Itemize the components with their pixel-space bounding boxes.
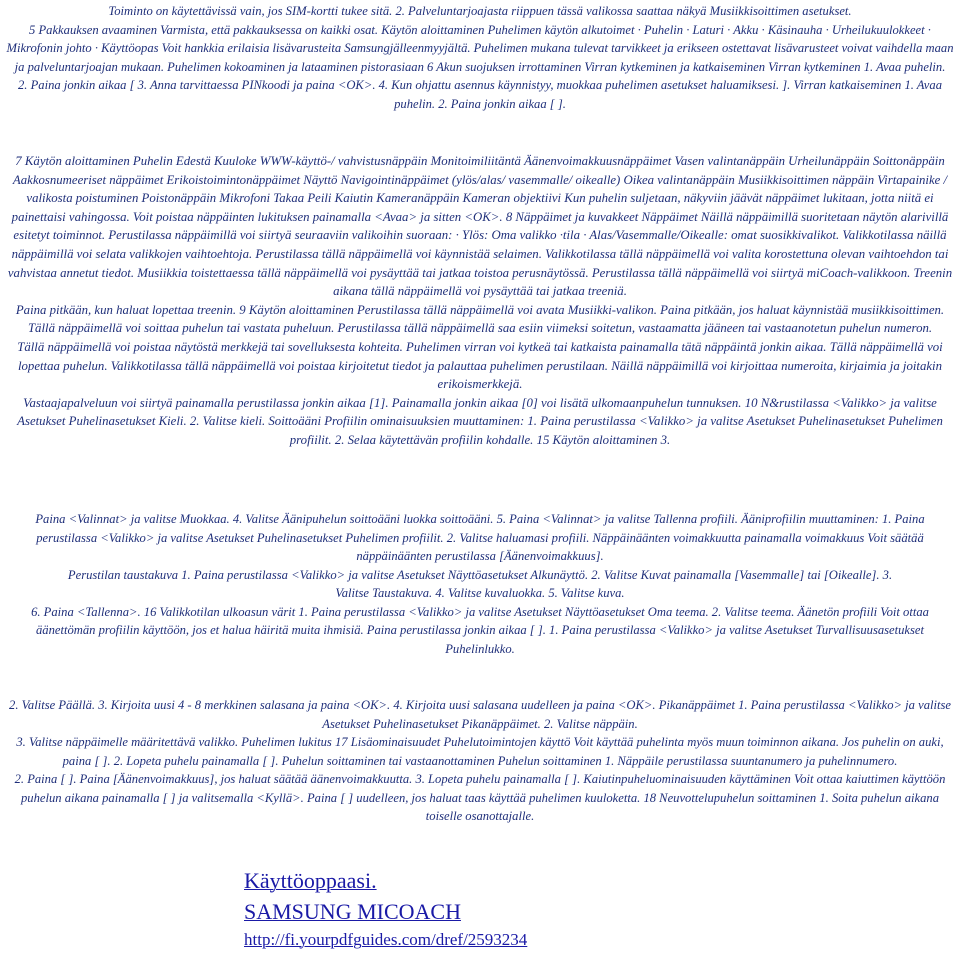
paragraph: 3. Valitse näppäimelle määritettävä valikko. Puhelimen lukitus 17 Lisäominaisuudet Puhelutoimintojen käyttö Voit käyttää puhelinta myös muun toiminnon aikana. Jos puhelin on auki, paina [ ]. 2. Lopeta puhelu painamalla [ ]. Puhelun soittaminen tai vastaanottaminen Puhelun soittaminen 1. Näppäile perustilassa suuntanumero ja puhelinnumero. [16, 735, 944, 768]
section-keys [4, 152, 956, 450]
paragraph: Paina <Valinnat> ja valitse Muokkaa. 4. Valitse Äänipuhelun soittoääni luokka soittoääni. 5. Paina <Valinnat> ja valitse Tallenna profiili. Ääniprofiilin muuttaminen: 1. Paina perustilassa <Valikko> ja valitse Asetukset Puhelinasetukset Puhelimen profiilit. 2. Valitse haluamasi profiili. Näppäinäänten voimakkuutta painamalla voimakkuus Voit säätää näppäinäänten perustilassa [Äänenvoimakkuus]. [35, 512, 925, 563]
paragraph: 2. Paina [ ]. Paina [Äänenvoimakkuus], jos haluat säätää äänenvoimakkuutta. 3. Lopeta puhelu painamalla [ ]. Kaiutinpuheluominaisuuden käyttäminen Voit ottaa kaiuttimen käyttöön puhelun aikana painamalla [ ] ja valitsemalla <Kyllä>. Paina [ ] uudelleen, jos haluat taas käyttää puhelimen kuuloketta. 18 Neuvottelupuhelun soittaminen 1. Soita puhelun aikana toiselle osanottajalle. [14, 772, 946, 823]
url-link[interactable]: http://fi.yourpdfguides.com/dref/2593234 [244, 930, 528, 949]
paragraph: 7 Käytön aloittaminen Puhelin Edestä Kuuloke WWW-käyttö-/ vahvistusnäppäin Monitoimiliitäntä Äänenvoimakkuusnäppäimet Vasen valintanäppäin Urheilunäppäin Soittonäppäin Aakkosnumeeriset näppäimet Erikoistoimintonäppäimet Näyttö Navigointinäppäimet (ylös/alas/ vasemmalle/ oikealle) Oikea valintanäppäin Musiikkisoittimen näppäin Virtapainike / valikosta poistuminen Poistonäppäin Mikrofoni Takaa Peili Kaiutin Kameranäppäin Kameran objektiivi Kun puhelin suljetaan, näkyviin jäävät näppäimet lukitaan, jotta niitä ei painettaisi vahingossa. Voit poistaa näppäinten lukituksen painamalla <Avaa> ja sitten <OK>. 8 Näppäimet ja kuvakkeet Näppäimet Näillä näppäimillä suoritetaan näytön alarivillä esitetyt toiminnot. Perustilassa näppäimillä voi siirtyä seuraaviin valikoihin suoraan: · Ylös: Oma valikko ·tila · Alas/Vasemmalle/Oikealle: omat suosikkivalikot. Valikkotilassa näillä näppäimillä voi selata valikkojen vaihtoehtoja. Perustilassa tällä näppäimellä voi käynnistää selaimen. Valikkotilassa tällä näppäimellä voi valita korostettuna olevan vaihtoehdon tai vahvistaa annetut tiedot. Musiikkia toistettaessa tällä näppäimellä voi pysäyttää tai jatkaa toistoa perusnäytössä. Perustilassa tällä näppäimellä voi siirtyä miCoach-valikkoon. Treenin aikana tällä näppäimellä voi pysäyttää tai jatkaa treeniä. [7, 154, 953, 299]
paragraph: 2. Paina jonkin aikaa [ 3. Anna tarvittaessa PINkoodi ja paina <OK>. 4. Kun ohjattu asennus käynnistyy, muokkaa puhelimen asetukset haluamiksesi. ]. Virran katkaiseminen 1. Avaa puhelin. 2. Paina jonkin aikaa [ ]. [18, 78, 942, 111]
manual-link[interactable]: Käyttöoppaasi. [244, 868, 377, 893]
section-intro [4, 2, 956, 113]
paragraph: Tällä näppäimellä voi poistaa näytöstä merkkejä tai sovelluksesta kohteita. Puhelimen virran voi kytkeä tai katkaista painamalla tätä näppäintä jonkin aikaa. Tällä näppäimellä voi lopettaa puhelun. Valikkotilassa tällä näppäimellä voi poistaa kirjoitetut tiedot ja palauttaa puhelimen perustilaan. Näillä näppäimillä voi kirjoittaa numeroita, kirjaimia ja joitakin erikoismerkkejä. [17, 339, 943, 392]
paragraph: Vastaajapalveluun voi siirtyä painamalla perustilassa jonkin aikaa [1]. Painamalla jonkin aikaa [0] voi lisätä ulkomaanpuhelun tunnuksen. 10 N&rustilassa <Valikko> ja valitse Asetukset Puhelinasetukset Kieli. 2. Valitse kieli. Soittoääni Profiilin ominaisuuksien muuttaminen: 1. Paina perustilassa <Valikko> ja valitse Asetukset Puhelinasetukset Puhelimen profiilit. 2. Selaa käytettävän profiilin kohdalle. 15 Käytön aloittaminen 3. [17, 395, 943, 447]
paragraph: Perustilan taustakuva 1. Paina perustilassa <Valikko> ja valitse Asetukset Näyttöasetukset Alkunäyttö. 2. Valitse Kuvat painamalla [Vasemmalle] tai [Oikealle]. 3. [67, 567, 893, 582]
paragraph: 2. Valitse Päällä. 3. Kirjoita uusi 4 - 8 merkkinen salasana ja paina <OK>. 4. Kirjoita uusi salasana uudelleen ja paina <OK>. Pikanäppäimet 1. Paina perustilassa <Valikko> ja valitse Asetukset Puhelinasetukset Pikanäppäimet. 2. Valitse näppäin. [9, 698, 951, 731]
paragraph: Toiminto on käytettävissä vain, jos SIM-kortti tukee sitä. 2. Palveluntarjoajasta riippuen tässä valikossa saattaa näkyä Musiikkisoittimen asetukset. [108, 4, 852, 18]
paragraph: Valitse Taustakuva. 4. Valitse kuvaluokka. 5. Valitse kuva. [335, 586, 625, 600]
paragraph: Paina pitkään, kun haluat lopettaa treenin. 9 Käytön aloittaminen Perustilassa tällä näppäimellä voi avata Musiikki-valikon. Paina pitkään, jos haluat käynnistää musiikkisoittimen. Tällä näppäimellä voi soittaa puhelun tai vastata puheluun. Perustilassa tällä näppäimellä saa esiin viimeksi soitetun, vastaamatta jääneen tai vastaanotetun puhelun numeron. [15, 302, 945, 336]
paragraph: 6. Paina <Tallenna>. 16 Valikkotilan ulkoasun värit 1. Paina perustilassa <Valikko> ja valitse Asetukset Näyttöasetukset Oma teema. 2. Valitse teema. Äänetön profiili Voit ottaa äänettömän profiilin käyttöön, jos et halua häiritä muita ihmisiä. Paina perustilassa jonkin aikaa [ ]. 1. Paina perustilassa <Valikko> ja valitse Asetukset Turvallisuusasetukset Puhelinlukko. [31, 604, 929, 656]
paragraph: 5 Pakkauksen avaaminen Varmista, että pakkauksessa on kaikki osat. Käytön aloittaminen Puhelimen käytön alkutoimet · Puhelin · Laturi · Akku · Käsinauha · Urheilukuulokkeet · Mikrofonin johto · Käyttöopas Voit hankkia erilaisia lisävarusteita Samsungjälleenmyyjältä. Puhelimen mukana tulevat tarvikkeet ja erikseen ostettavat lisävarusteet voivat vaihdella maan ja palveluntarjoajan mukaan. Puhelimen kokoaminen ja lataaminen pistorasiaan 6 Akun suojuksen irrottaminen Virran kytkeminen ja katkaiseminen Virran kytkeminen 1. Avaa puhelin. [6, 22, 954, 74]
product-link[interactable]: SAMSUNG MICOACH [244, 899, 461, 924]
footer-links [244, 866, 764, 952]
section-calls [4, 696, 956, 826]
section-profiles [4, 510, 956, 658]
